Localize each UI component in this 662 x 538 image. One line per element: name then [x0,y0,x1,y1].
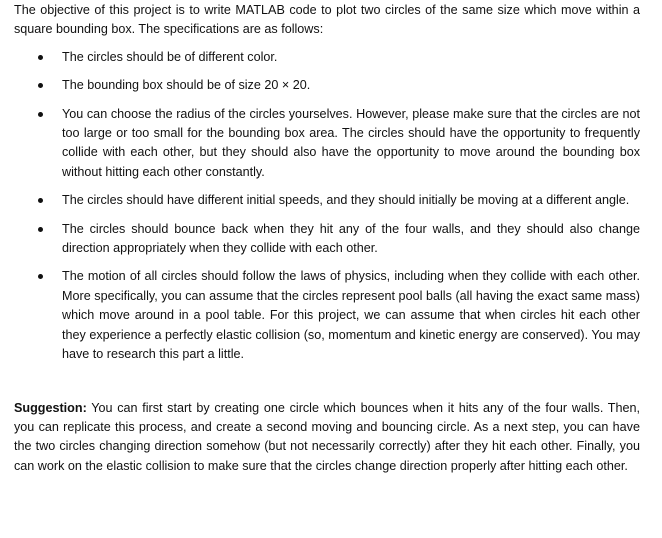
document-page [14,0,640,476]
specifications-list [14,48,640,365]
list-item [14,76,640,95]
list-item-text: The circles should be of different color. [62,49,278,64]
suggestion-label: Suggestion: [14,400,87,415]
list-item-text: The bounding box should be of size 20 × 20. [62,78,311,93]
list-item [14,105,640,183]
list-item [14,191,640,210]
bullet-icon [38,83,43,88]
bullet-icon [38,227,43,232]
list-item [14,267,640,364]
suggestion-text: You can first start by creating one circle which bounces when it hits any of the four walls. Then, you can replicate this process, and create a second moving and bouncing circle. As a next step, you can have the two circles changing direction somehow (but not necessarily correctly) after they hit each other. Finally, you can work on the elastic collision to make sure that the circles change direction properly after hitting each other. [14,400,640,473]
list-item [14,48,640,67]
list-item-text: You can choose the radius of the circles yourselves. However, please make sure that the circles are not too large or too small for the bounding box area. The circles should have the opportunity to frequently collide with each other, but they should also have the opportunity to move around the bounding box without hitting each other constantly. [62,106,640,179]
bullet-icon [38,55,43,60]
bullet-icon [38,198,43,203]
bullet-icon [38,274,43,279]
list-item-text: The circles should have different initial speeds, and they should initially be moving at a different angle. [62,193,630,208]
list-item-text: The motion of all circles should follow the laws of physics, including when they collide with each other. More specifically, you can assume that the circles represent pool balls (all having the exact same mass) which move around in a pool table. For this project, we can assume that when circles hit each other they experience a perfectly elastic collision (so, momentum and kinetic energy are conserved). You may have to research this part a little. [62,269,640,362]
suggestion-paragraph [14,399,640,477]
list-item-text: The circles should bounce back when they hit any of the four walls, and they should also change direction appropriately when they collide with each other. [62,221,640,256]
intro-paragraph: The objective of this project is to write MATLAB code to plot two circles of the same size which move within a square bounding box. The specifications are as follows: [14,3,640,37]
list-item [14,220,640,259]
bullet-icon [38,112,43,117]
